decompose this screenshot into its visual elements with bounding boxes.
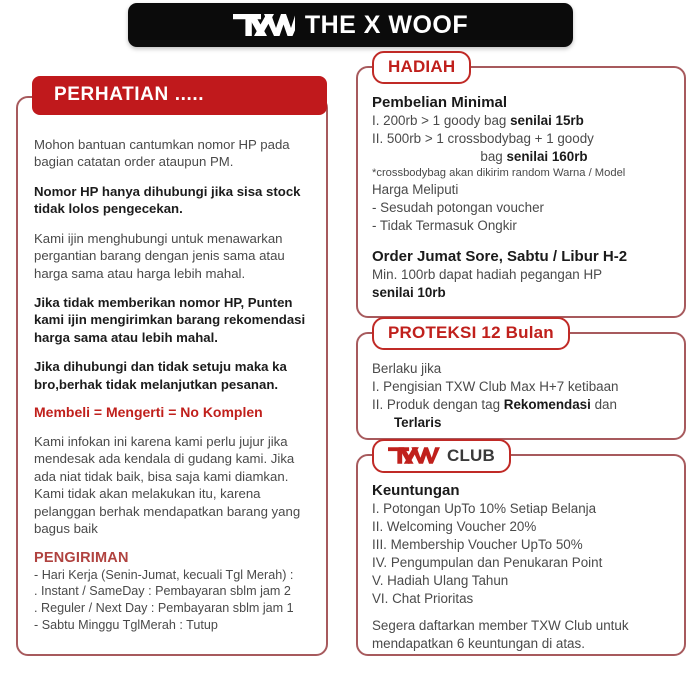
hadiah-item-2-cont [372, 148, 670, 166]
perhatian-paragraph-2: Nomor HP hanya dihubungi jika sisa stock tidak lolos pengecekan. [34, 183, 301, 217]
proteksi-tag-rekomendasi: Rekomendasi [503, 396, 591, 412]
harga-meliputi-line: - Tidak Termasuk Ongkir [372, 217, 517, 233]
harga-meliputi-line: - Sesudah potongan voucher [372, 199, 544, 215]
club-section-title: Keuntungan [372, 482, 460, 499]
club-title-label: CLUB [447, 445, 496, 465]
proteksi-title-label: PROTEKSI 12 Bulan [388, 323, 554, 342]
hadiah-item-1-value: senilai 15rb [510, 113, 584, 128]
txw-monogram-logo-icon [233, 12, 295, 38]
proteksi-tag-terlaris: Terlaris [394, 414, 442, 430]
perhatian-badge [32, 76, 327, 115]
proteksi-card [356, 323, 686, 440]
perhatian-paragraph-5: Jika dihubungi dan tidak setuju maka ka bro,berhak tidak melanjutkan pesanan. [34, 359, 287, 392]
hadiah-section-title: Pembelian Minimal [372, 94, 508, 111]
club-benefit: VI. Chat Prioritas [372, 590, 474, 606]
proteksi-body [358, 334, 684, 444]
perhatian-paragraph-4: Jika tidak memberikan nomor HP, Punten kami ijin mengirimkan barang rekomendasi harga sama atau lebih mahal. [34, 294, 306, 345]
harga-meliputi-title: Harga Meliputi [372, 181, 459, 197]
perhatian-paragraph-3: Kami ijin menghubungi untuk menawarkan pergantian barang dengan jenis sama atau harga sama atau harga lebih mahal. [34, 230, 285, 281]
hadiah-item-1 [372, 112, 670, 130]
hadiah-spacer [372, 235, 670, 248]
hadiah-item-2: II. 500rb > 1 crossbodybag + 1 goody [372, 130, 594, 146]
hadiah-body [358, 68, 684, 314]
header-title: THE X WOOF [304, 10, 469, 39]
txw-monogram-logo-red-icon [388, 445, 440, 466]
order-jumat-desc: Min. 100rb dapat hadiah pegangan HP [372, 266, 603, 282]
hadiah-title-badge [372, 51, 471, 84]
proteksi-item-2 [372, 396, 670, 414]
club-benefit: I. Potongan UpTo 10% Setiap Belanja [372, 501, 597, 516]
proteksi-item-2-pre: II. Produk dengan tag [372, 396, 504, 412]
perhatian-paragraph-1: Mohon bantuan cantumkan nomor HP pada bagian catatan order ataupun PM. [34, 137, 290, 170]
club-benefit: V. Hadiah Ulang Tahun [372, 572, 509, 588]
hadiah-note: *crossbodybag akan dikirim random Warna / Model [372, 166, 626, 179]
perhatian-closing: Kami infokan ini karena kami perlu jujur jika mendesak ada kendala di gudang kami. Jika ada niat tidak baik, bisa saja kami diamkan. Kami tidak akan melakukan itu, karena pelanggan berhak mendapatkan barang yang bagus baik [34, 434, 301, 537]
club-footer: Segera daftarkan member TXW Club untuk mendapatkan 6 keuntungan di atas. [372, 617, 629, 651]
header-bar [128, 3, 573, 47]
hadiah-item-2-value: senilai 160rb [506, 148, 588, 164]
order-jumat-value [372, 284, 670, 302]
club-benefit: IV. Pengumpulan dan Penukaran Point [372, 554, 603, 570]
proteksi-item-2-cont [372, 414, 670, 432]
club-card [356, 445, 686, 656]
proteksi-intro: Berlaku jika [372, 361, 442, 376]
club-benefit: II. Welcoming Voucher 20% [372, 518, 537, 534]
perhatian-card [16, 84, 328, 656]
pengiriman-line: - Sabtu Minggu TglMerah : Tutup [34, 617, 218, 632]
hadiah-title-label: HADIAH [388, 57, 456, 76]
perhatian-badge-label: PERHATIAN ..... [54, 84, 205, 105]
pengiriman-line: . Instant / SameDay : Pembayaran sblm jam 2 [34, 584, 291, 599]
hadiah-item-1-text: I. 200rb > 1 goody bag [372, 113, 511, 128]
hadiah-card [356, 57, 686, 318]
perhatian-body [18, 98, 326, 644]
order-jumat-value-text: senilai 10rb [372, 284, 446, 300]
club-title-badge [372, 439, 511, 473]
hadiah-item-2-text: bag [480, 148, 507, 164]
proteksi-item-1: I. Pengisian TXW Club Max H+7 ketibaan [372, 378, 619, 394]
proteksi-title-badge [372, 317, 570, 350]
perhatian-slogan: Membeli = Mengerti = No Komplen [34, 404, 263, 421]
pengiriman-line: . Reguler / Next Day : Pembayaran sblm jam 1 [34, 601, 294, 616]
pengiriman-title: PENGIRIMAN [34, 549, 129, 566]
pengiriman-line: - Hari Kerja (Senin-Jumat, kecuali Tgl Merah) : [34, 567, 294, 582]
club-spacer [372, 608, 670, 617]
order-jumat-title: Order Jumat Sore, Sabtu / Libur H-2 [372, 247, 628, 265]
proteksi-item-2-mid: dan [590, 396, 617, 412]
club-body [358, 456, 684, 665]
club-benefit: III. Membership Voucher UpTo 50% [372, 536, 583, 552]
